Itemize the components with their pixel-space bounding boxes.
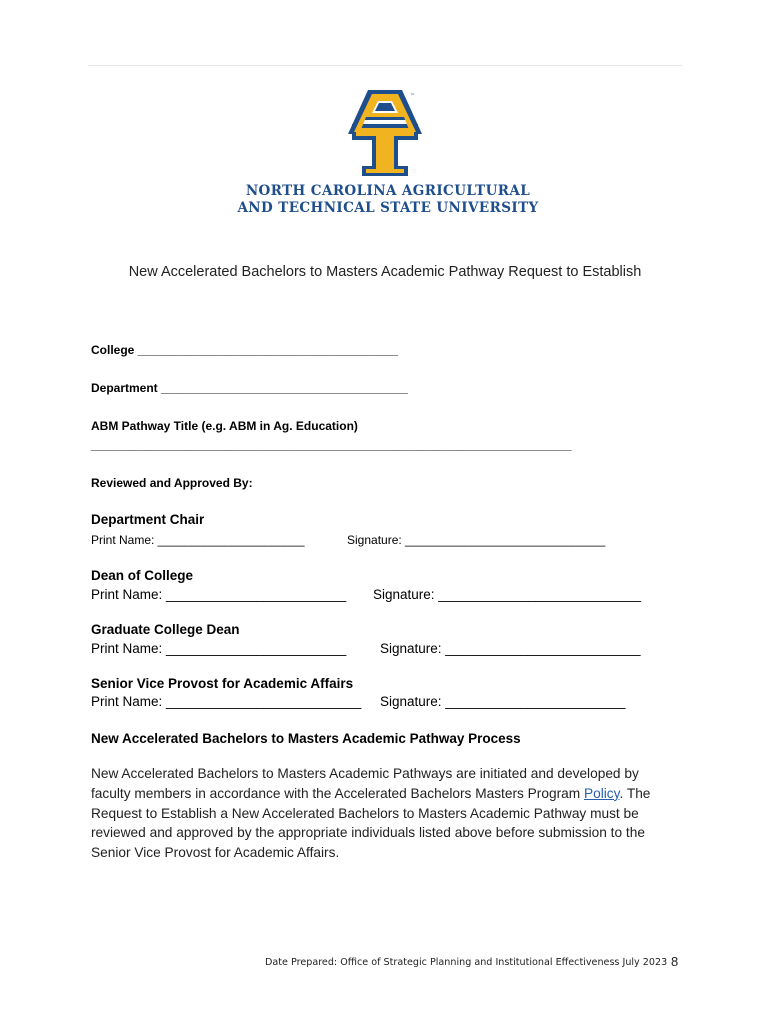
university-name-line2: AND TECHNICAL STATE UNIVERSITY (237, 200, 539, 216)
process-paragraph (91, 764, 671, 863)
college-field[interactable]: College _______________________________________ (91, 343, 398, 357)
approver-role-dean-of-college: Dean of College (91, 568, 194, 583)
reviewed-approved-label: Reviewed and Approved By: (91, 476, 253, 490)
process-text-after: . The Request to Establish a New Accelerated Bachelors to Masters Academic Pathway must be reviewed and approved by the appropriate individuals listed above before submission to the Senior Vice Provost for Academic Affairs. (91, 785, 651, 861)
page-number: 8 (671, 954, 679, 969)
department-chair-signature-field[interactable]: Signature: ______________________________ (347, 533, 606, 547)
process-text-before: New Accelerated Bachelors to Masters Academic Pathways are initiated and developed by faculty members in accordance with the Accelerated Bachelors Masters Program (91, 766, 639, 801)
header-rule (88, 65, 682, 66)
provost-print-name-field[interactable]: Print Name: __________________________ (91, 694, 362, 709)
department-chair-print-name-field[interactable]: Print Name: ______________________ (91, 533, 305, 547)
pathway-title-label: ABM Pathway Title (e.g. ABM in Ag. Education) (91, 419, 358, 433)
department-field[interactable]: Department _____________________________________ (91, 381, 408, 395)
university-name-line1: NORTH CAROLINA AGRICULTURAL (245, 183, 531, 199)
pathway-title-field[interactable]: ________________________________________________________________________ (91, 438, 572, 452)
graduate-dean-print-name-field[interactable]: Print Name: ________________________ (91, 641, 347, 656)
approver-role-senior-vice-provost: Senior Vice Provost for Academic Affairs (91, 676, 354, 691)
dean-print-name-field[interactable]: Print Name: ________________________ (91, 587, 347, 602)
graduate-dean-signature-field[interactable]: Signature: __________________________ (380, 641, 641, 656)
ncat-aggie-logo-icon (348, 90, 422, 176)
document-title: New Accelerated Bachelors to Masters Academic Pathway Request to Establish (128, 264, 642, 280)
policy-link[interactable]: Policy (583, 785, 620, 801)
approver-role-department-chair: Department Chair (91, 512, 205, 527)
trademark-symbol: ™ (410, 93, 415, 99)
approver-role-graduate-college-dean: Graduate College Dean (91, 622, 240, 637)
provost-signature-field[interactable]: Signature: ________________________ (380, 694, 626, 709)
dean-signature-field[interactable]: Signature: ___________________________ (373, 587, 642, 602)
footer-date-prepared: Date Prepared: Office of Strategic Planning and Institutional Effectiveness July 2023 (265, 957, 668, 968)
process-heading: New Accelerated Bachelors to Masters Academic Pathway Process (91, 731, 521, 746)
